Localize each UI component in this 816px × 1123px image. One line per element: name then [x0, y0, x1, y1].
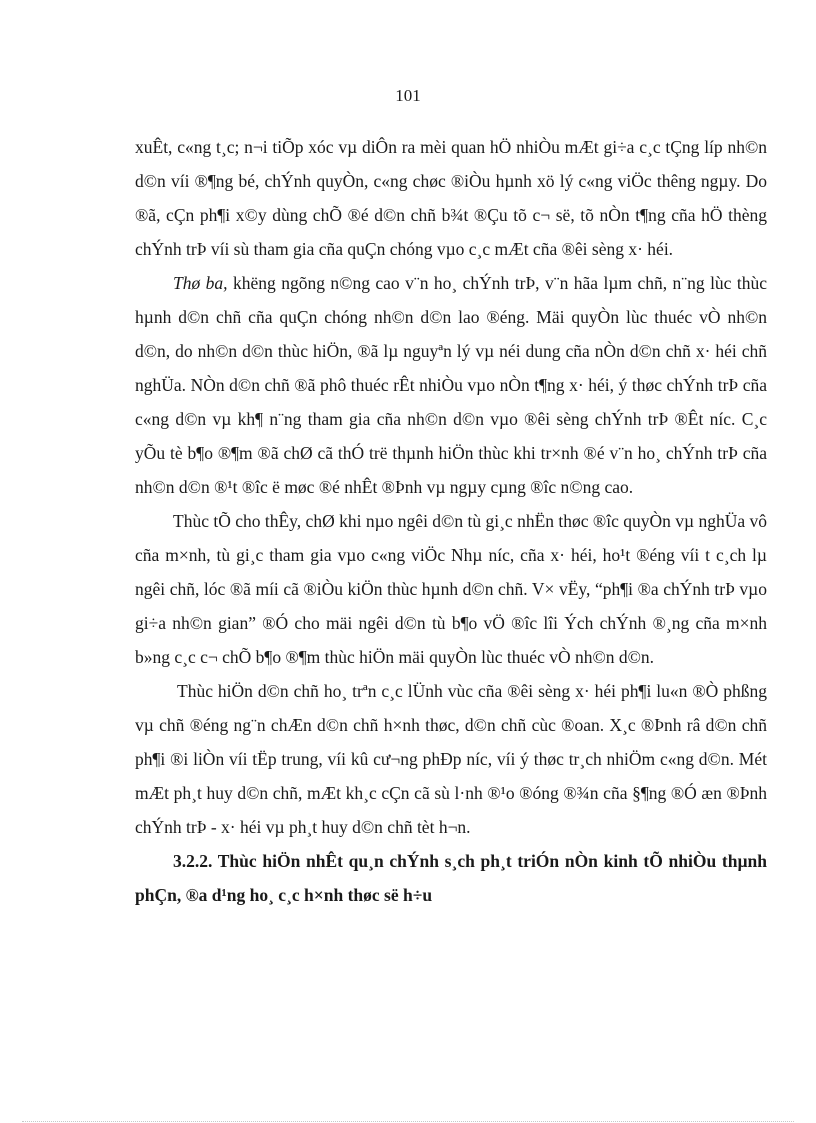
paragraph-3: Thùc tÕ cho thÊy, chØ khi nµo ngêi d©n tù gi¸c nhËn thøc ®îc quyÒn vµ nghÜa vô cña m×nh, tù gi¸c tham gia vµo c«ng viÖc Nhµ níc, cña x· héi, ho¹t ®éng víi t c¸ch lµ ngêi chñ, lóc ®ã míi cã ®iÒu kiÖn thùc hµnh d©n chñ. V× vËy, “ph¶i ®a chÝnh trÞ vµo gi÷a nh©n gian” ®Ó cho mäi ngêi d©n tù b¶o vÖ ®îc lîi Ých chÝnh ®¸ng cña m×nh b»ng c¸c c¬ chÕ b¶o ®¶m thùc hiÖn mäi quyÒn lùc thuéc vÒ nh©n d©n. [135, 511, 767, 667]
page-number: 101 [395, 86, 421, 105]
paragraph-2 [135, 266, 767, 504]
third-point-label: Thø ba, [173, 273, 228, 293]
paragraph-2-text: khëng ngõng n©ng cao v¨n ho¸ chÝnh trÞ, v¨n hãa lµm chñ, n¨ng lùc thùc hµnh d©n chñ cña quÇn chóng nh©n d©n lao ®éng. Mäi quyÒn lùc thuéc vÒ nh©n d©n, do nh©n d©n thùc hiÖn, ®ã lµ nguyªn lý vµ néi dung cña nÒn d©n chñ x· héi chñ nghÜa. NÒn d©n chñ ®ã phô thuéc rÊt nhiÒu vµo nÒn t¶ng x· héi, ý thøc chÝnh trÞ cña c«ng d©n vµ kh¶ n¨ng tham gia cña nh©n d©n vµo ®êi sèng chÝnh trÞ ®Êt níc. C¸c yÕu tè b¶o ®¶m ®ã chØ cã thÓ trë thµnh hiÖn thùc khi tr×nh ®é v¨n ho¸ chÝnh trÞ cña nh©n d©n ®¹t ®îc ë møc ®é nhÊt ®Þnh vµ ngµy cµng ®îc n©ng cao. [135, 273, 768, 497]
footer-divider [22, 1121, 794, 1122]
paragraph-4: Thùc hiÖn d©n chñ ho¸ trªn c¸c lÜnh vùc cña ®êi sèng x· héi ph¶i lu«n ®Ò phßng vµ chñ ®éng ng¨n chÆn d©n chñ h×nh thøc, d©n chñ cùc ®oan. X¸c ®Þnh râ d©n chñ ph¶i ®i liÒn víi tËp trung, víi kû cư¬ng phÐp níc, víi ý thøc tr¸ch nhiÖm c«ng d©n. Mét mÆt ph¸t huy d©n chñ, mÆt kh¸c cÇn cã sù l·nh ®¹o ®óng ®¾n cña §¶ng ®Ó æn ®Þnh chÝnh trÞ - x· héi vµ ph¸t huy d©n chñ tèt h¬n. [135, 681, 767, 837]
paragraph-1: xuÊt, c«ng t¸c; n¬i tiÕp xóc vµ diÔn ra mèi quan hÖ nhiÒu mÆt gi÷a c¸c tÇng líp nh©n d©n víi ®¶ng bé, chÝnh quyÒn, c«ng chøc ®iÒu hµnh xö lý c«ng viÖc thêng ngµy. Do ®ã, cÇn ph¶i x©y dùng chÕ ®é d©n chñ b¾t ®Çu tõ c¬ së, tõ nÒn t¶ng cña hÖ thèng chÝnh trÞ víi sù tham gia cña quÇn chóng vµo c¸c mÆt cña ®êi sèng x· héi. [135, 137, 767, 259]
section-heading: 3.2.2. Thùc hiÖn nhÊt qu¸n chÝnh s¸ch ph¸t triÓn nÒn kinh tÕ nhiÒu thµnh phÇn, ®a d¹ng ho¸ c¸c h×nh thøc së h÷u [135, 851, 767, 905]
body-text [135, 130, 767, 912]
